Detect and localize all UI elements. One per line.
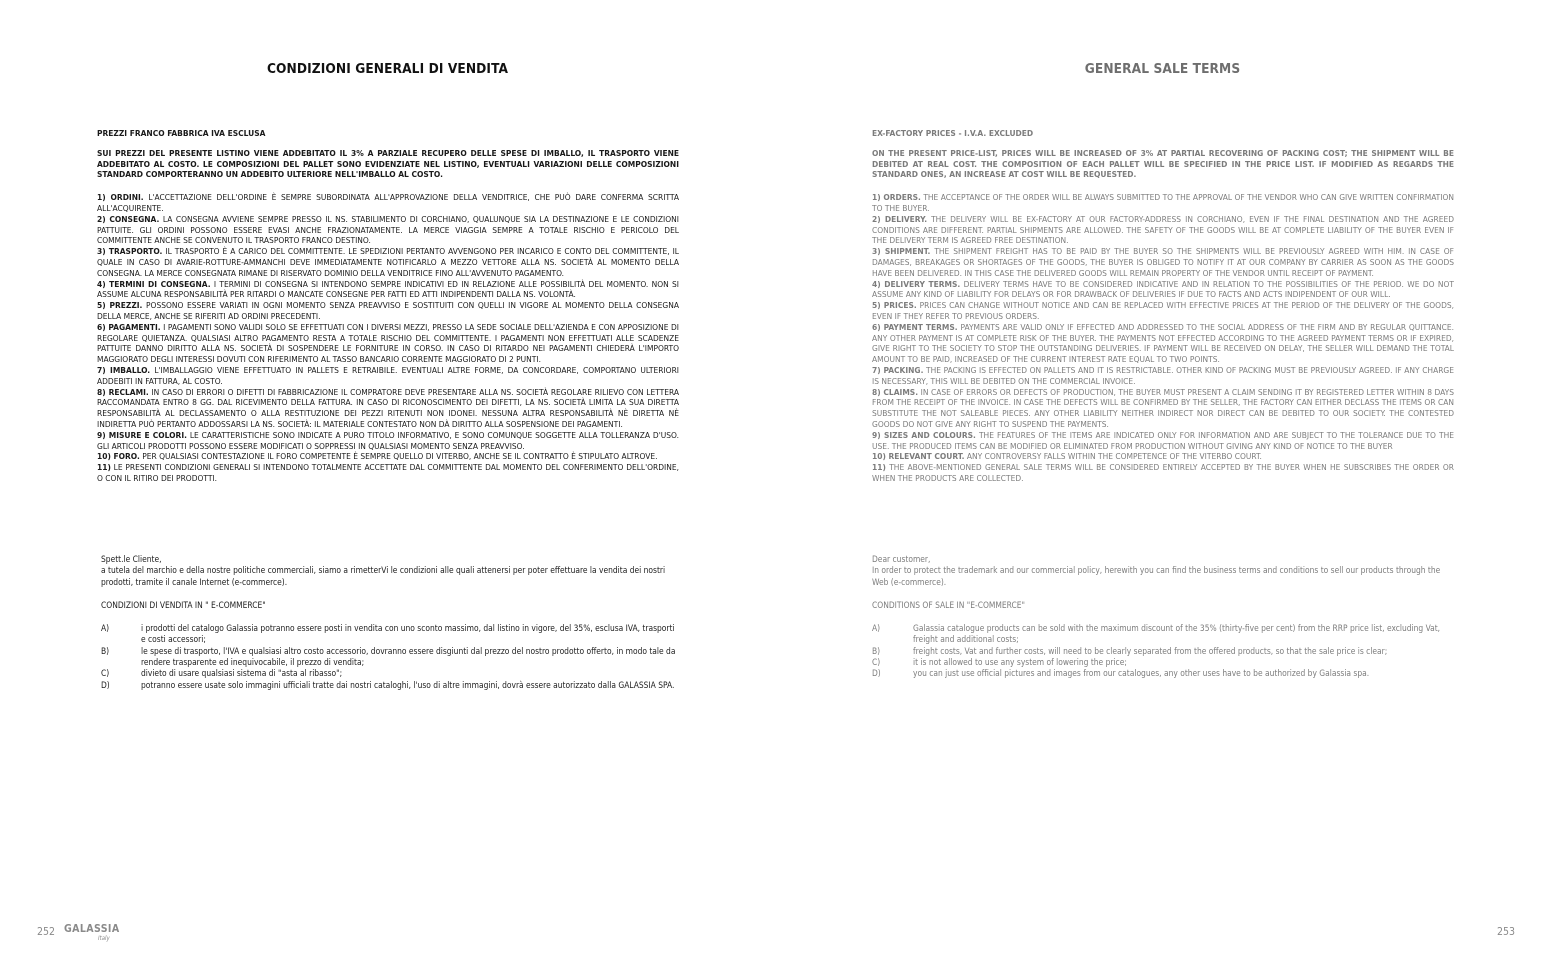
clause-text: I PAGAMENTI SONO VALIDI SOLO SE EFFETTUATI CON I DIVERSI MEZZI, PRESSO LA SEDE SOCIALE DELL'AZIENDA E CON APPOSIZIONE DI REGOLARE QUIETANZA. QUALSIASI ALTRO PAGAMENTO RESTA A TOTALE RISCHIO DEL COMMITTENTE. I PAGAMENTI NON EFFETTUATI ALLE SCADENZE PATTUITE DANNO DIRITTO ALLA NS. SOCIETÀ DI SOSPENDERE LE FORNITURE IN CORSO. IN CASO DI RITARDO NEI PAGAMENTI CHIEDERÀ L'IMPORTO MAGGIORATO DEGLI INTERESSI DOVUTI CON RIFERIMENTO AL TASSO BANCARIO CORRENTE MAGGIORATO DI 2 PUNTI. <box>97 321 679 365</box>
clause-text: PER QUALSIASI CONTESTAZIONE IL FORO COMPETENTE È SEMPRE QUELLO DI VITERBO, ANCHE SE IL CONTRATTO È STIPULATO ALTROVE. <box>139 451 658 462</box>
clause-text: IN CASO DI ERRORI O DIFETTI DI FABBRICAZIONE IL COMPRATORE DEVE PRESENTARE ALLA NS. SOCIETÀ REGOLARE RILIEVO CON LETTERA RACCOMANDATA ENTRO 8 GG. DAL RICEVIMENTO DELLA FATTURA. IN CASO DI RICONOSCIMENTO DEI DIFETTI, LA NS. SOCIETÀ LIMITA LA SUA DIRETTA RESPONSABILITÀ AL DECLASSAMENTO O ALLA RESTITUZIONE DEI PEZZI RITENUTI NON IDONEI. NESSUNA ALTRA RESPONSABILITÀ NÈ DIRETTA NÈ INDIRETTA PUÒ PERTANTO ADDOSSARSI LA NS. SOCIETÀ: IL MATERIALE CONTESTATO NON DÀ DIRITTO ALLA SOSPENSIONE DEI PAGAMENTI. <box>97 386 679 429</box>
clause-item <box>97 192 679 214</box>
clause-label: 2) CONSEGNA. <box>97 213 160 224</box>
clause-item <box>97 462 679 484</box>
ecommerce-section <box>101 554 681 691</box>
clause-item <box>872 300 1454 322</box>
clause-text: THE DELIVERY WILL BE EX-FACTORY AT OUR FACTORY-ADDRESS IN CORCHIANO, EVEN IF THE FINAL DESTINATION AND THE AGREED CONDITIONS ARE DIFFERENT. PARTIAL SHIPMENTS ARE ALLOWED. THE SAFETY OF THE GOODS WILL BE AT COMPLETE LIABILITY OF THE BUYER EVEN IF THE DELIVERY TERM IS AGREED FREE DESTINATION. <box>872 213 1454 246</box>
clause-item <box>97 430 679 452</box>
list-item <box>101 623 681 646</box>
clause-text: LA CONSEGNA AVVIENE SEMPRE PRESSO IL NS. STABILIMENTO DI CORCHIANO, QUALUNQUE SIA LA DESTINAZIONE E LE CONDIZIONI PATTUITE. GLI ORDINI POSSONO ESSERE EVASI ANCHE FRAZIONATAMENTE. LA MERCE VIAGGIA SEMPRE A TOTALE RISCHIO E PERICOLO DEL COMMITTENTE ANCHE SE CONVENUTO IL TRASPORTO FRANCO DESTINO. <box>97 213 679 246</box>
clause-label: 10) FORO. <box>97 451 140 462</box>
letter-body: a tutela del marchio e della nostre politiche commerciali, siamo a rimetterVi le condizioni alle quali attenersi per poter effettuare la vendita dei nostri prodotti, tramite il canale Internet (e-commerce). <box>101 565 666 587</box>
clause-item <box>97 387 679 430</box>
clause-item <box>872 430 1454 452</box>
clause-label: 8) CLAIMS. <box>872 386 919 397</box>
list-item <box>872 668 1452 679</box>
clause-label: 3) SHIPMENT. <box>872 246 931 257</box>
item-text: it is not allowed to use any system of lowering the price; <box>913 657 1127 668</box>
clause-label: 6) PAGAMENTI. <box>97 321 161 332</box>
clause-label: 1) ORDERS. <box>872 192 921 203</box>
brand-logo: GALASSIA <box>64 923 120 935</box>
clause-text: THE PACKING IS EFFECTED ON PALLETS AND IT IS RESTRICTABLE. OTHER KIND OF PACKING MUST BE PREVIOUSLY AGREED. IF ANY CHARGE IS NECESSARY, THIS WILL BE DEBITED ON THE COMMERCIAL INVOICE. <box>872 364 1454 386</box>
item-text: potranno essere usate solo immagini ufficiali tratte dai nostri cataloghi, l'uso di altre immagini, dovrà essere autorizzato dalla GALASSIA SPA. <box>141 679 675 690</box>
ecommerce-section <box>872 554 1452 680</box>
clause-text: LE CARATTERISTICHE SONO INDICATE A PURO TITOLO INFORMATIVO, E SONO COMUNQUE SOGGETTE ALLA TOLLERANZA D'USO. GLI ARTICOLI PRODOTTI POSSONO ESSERE MODIFICATI O SOPPRESSI IN QUALSIASI MOMENTO SENZA PREAVVISO. <box>97 429 679 451</box>
terms-section <box>97 128 679 484</box>
clause-text: L'ACCETTAZIONE DELL'ORDINE È SEMPRE SUBORDINATA ALL'APPROVAZIONE DELLA VENDITRICE, CHE PUÒ DARE CONFERMA SCRITTA ALL'ACQUIRENTE. <box>97 192 679 213</box>
page-title: GENERAL SALE TERMS <box>1084 61 1241 77</box>
clause-label: 5) PREZZI. <box>97 300 143 311</box>
item-letter: B) <box>101 645 110 656</box>
clause-text: ANY CONTROVERSY FALLS WITHIN THE COMPETENCE OF THE VITERBO COURT. <box>964 451 1262 462</box>
clause-label: 6) PAYMENT TERMS. <box>872 321 958 332</box>
clause-text: L'IMBALLAGGIO VIENE EFFETTUATO IN PALLETS E RETRAIBILE. EVENTUALI ALTRE FORME, DA CONCORDARE, COMPORTANO ULTERIORI ADDEBITI IN FATTURA, AL COSTO. <box>97 364 679 386</box>
clause-label: 10) RELEVANT COURT. <box>872 451 965 462</box>
list-item <box>872 623 1452 646</box>
list-item <box>101 668 681 679</box>
clause-label: 7) IMBALLO. <box>97 364 151 375</box>
prices-intro: ON THE PRESENT PRICE-LIST, PRICES WILL BE INCREASED OF 3% AT PARTIAL RECOVERING OF PACKING COST; THE SHIPMENT WILL BE DEBITED AT REAL COST. THE COMPOSITION OF EACH PALLET WILL BE SPECIFIED IN THE PRICE LIST. IF MODIFIED AS REGARDS THE STANDARD ONES, AN INCREASE AT COST WILL BE REQUESTED. <box>872 147 1454 180</box>
item-text: freight costs, Vat and further costs, will need to be clearly separated from the offered products, so that the sale price is clear; <box>913 645 1388 656</box>
clause-label: 4) TERMINI DI CONSEGNA. <box>97 278 211 289</box>
clause-item <box>872 365 1454 387</box>
list-item <box>101 680 681 691</box>
clause-label: 3) TRASPORTO. <box>97 246 163 257</box>
clause-list <box>97 192 679 484</box>
right-page <box>775 0 1550 959</box>
prices-heading: PREZZI FRANCO FABBRICA IVA ESCLUSA <box>97 128 266 138</box>
page-title: CONDIZIONI GENERALI DI VENDITA <box>266 61 509 77</box>
ecommerce-heading: CONDIZIONI DI VENDITA IN " E-COMMERCE" <box>101 599 266 610</box>
clause-label: 11) <box>97 462 111 473</box>
item-text: Galassia catalogue products can be sold with the maximum discount of the 35% (thirty-five per cent) from the RRP price list, excluding Vat, freight and additional costs; <box>913 623 1441 645</box>
clause-text: THE SHIPMENT FREIGHT HAS TO BE PAID BY THE BUYER SO THE SHIPMENTS WILL BE PREVIOUSLY AGREED WITH HIM. IN CASE OF DAMAGES, BREAKAGES OR SHORTAGES OF THE GOODS, THE BUYER IS OBLIGED TO NOTIFY IT AT OUR COMPANY BY CARRIER AS SOON AS THE GOODS HAVE BEEN DELIVERED. IN THIS CASE THE DELIVERED GOODS WILL REMAIN PROPERTY OF THE VENDOR UNTIL RECEIPT OF PAYMENT. <box>872 246 1454 278</box>
clause-text: POSSONO ESSERE VARIATI IN OGNI MOMENTO SENZA PREAVVISO E SOSTITUITI CON QUELLI IN VIGORE AL MOMENTO DELLA CONSEGNA DELLA MERCE, ANCHE SE RIFERITI AD ORDINI PRECEDENTI. <box>97 300 679 321</box>
ecommerce-heading: CONDITIONS OF SALE IN "E-COMMERCE" <box>872 599 1025 610</box>
clause-item <box>872 246 1454 278</box>
clause-label: 9) MISURE E COLORI. <box>97 429 187 440</box>
clause-label: 9) SIZES AND COLOURS. <box>872 429 976 440</box>
clause-item <box>97 246 679 278</box>
item-letter: C) <box>872 657 881 668</box>
clause-label: 11) <box>872 462 886 473</box>
greeting: Spett.le Cliente, <box>101 554 162 564</box>
clause-text: IL TRASPORTO È A CARICO DEL COMMITTENTE. LE SPEDIZIONI PERTANTO AVVENGONO PER INCARICO E CONTO DEL COMMITTENTE, IL QUALE IN CASO DI AVARIE-ROTTURE-AMMANCHI DEVE IMMEDIATAMENTE NOTIFICARLO A MEZZO VETTORE ALLA NS. SOCIETÀ AL MOMENTO DELLA CONSEGNA. LA MERCE CONSEGNATA RIMANE DI RISERVATO DOMINIO DELLA VENDITRICE FINO ALL'AVVENUTO PAGAMENTO. <box>97 246 679 278</box>
clause-label: 7) PACKING. <box>872 364 924 375</box>
clause-item <box>97 451 679 462</box>
clause-list <box>872 192 1454 484</box>
brand-logo-subtitle: Italy <box>98 935 110 942</box>
item-letter: A) <box>872 623 881 634</box>
clause-item <box>97 365 679 387</box>
item-text: you can just use official pictures and images from our catalogues, any other uses have to be authorized by Galassia spa. <box>913 668 1370 679</box>
conditions-list <box>872 623 1452 679</box>
clause-item <box>97 214 679 246</box>
clause-text: LE PRESENTI CONDIZIONI GENERALI SI INTENDONO TOTALMENTE ACCETTATE DAL COMMITTENTE DAL MOMENTO DEL CONFERIMENTO DELL'ORDINE, O CON IL RITIRO DEI PRODOTTI. <box>97 462 679 483</box>
clause-label: 4) DELIVERY TERMS. <box>872 278 961 289</box>
clause-text: THE FEATURES OF THE ITEMS ARE INDICATED ONLY FOR INFORMATION AND ARE SUBJECT TO THE TOLERANCE DUE TO THE USE. THE PRODUCED ITEMS CAN BE MODIFIED OR ELIMINATED FROM PRODUCTION WITHOUT GIVING ANY KIND OF NOTICE TO THE BUYER <box>872 429 1454 451</box>
letter-body: In order to protect the trademark and our commercial policy, herewith you can find the business terms and conditions to sell our products through the Web (e-commerce). <box>872 565 1441 587</box>
clause-text: IN CASE OF ERRORS OR DEFECTS OF PRODUCTION, THE BUYER MUST PRESENT A CLAIM SENDING IT BY REGISTERED LETTER WITHIN 8 DAYS FROM THE RECEIPT OF THE INVOICE. IN CASE THE DEFECTS WILL BE CONFIRMED BY THE SELLER, THE FACTORY CAN EITHER DECLASS THE ITEMS OR CAN SUBSTITUTE THE NOT SALEABLE PIECES. ANY OTHER LIABILITY NEITHER INDIRECT NOR DIRECT CAN BE DEBITED TO OUR SOCIETY. THE CONTESTED GOODS DO NOT GIVE ANY RIGHT TO SUSPEND THE PAYMENTS. <box>872 386 1454 429</box>
clause-label: 1) ORDINI. <box>97 192 144 203</box>
clause-item <box>872 192 1454 214</box>
prices-intro: SUI PREZZI DEL PRESENTE LISTINO VIENE ADDEBITATO IL 3% A PARZIALE RECUPERO DELLE SPESE DI IMBALLO, IL TRASPORTO VIENE ADDEBITATO AL COSTO. LE COMPOSIZIONI DEL PALLET SONO EVIDENZIATE NEL LISTINO, EVENTUALI VARIAZIONI DELLE COMPOSIZIONI STANDARD COMPORTERANNO UN ADDEBITO ULTERIORE NELL'IMBALLO AL COSTO. <box>97 147 679 180</box>
list-item <box>872 657 1452 668</box>
greeting: Dear customer, <box>872 554 931 564</box>
list-item <box>872 646 1452 657</box>
clause-item <box>872 322 1454 365</box>
clause-label: 8) RECLAMI. <box>97 386 149 397</box>
item-letter: D) <box>101 679 110 690</box>
item-letter: B) <box>872 645 881 656</box>
clause-text: THE ACCEPTANCE OF THE ORDER WILL BE ALWAYS SUBMITTED TO THE APPROVAL OF THE VENDOR WHO CAN GIVE WRITTEN CONFIRMATION TO THE BUYER. <box>872 192 1455 213</box>
clause-text: THE ABOVE-MENTIONED GENERAL SALE TERMS WILL BE CONSIDERED ENTIRELY ACCEPTED BY THE BUYER WHEN HE SUBSCRIBES THE ORDER OR WHEN THE PRODUCTS ARE COLLECTED. <box>872 462 1454 483</box>
clause-text: I TERMINI DI CONSEGNA SI INTENDONO SEMPRE INDICATIVI ED IN RELAZIONE ALLE POSSIBILITÀ DEL MOMENTO. NON SI ASSUME ALCUNA RESPONSABILITÀ PER RITARDI O MANCATE CONSEGNE PER FATTI ED ATTI INDIPENDENTI DALLA NS. VOLONTÀ. <box>97 278 679 300</box>
list-item <box>101 646 681 669</box>
clause-item <box>872 279 1454 301</box>
item-text: le spese di trasporto, l'IVA e qualsiasi altro costo accessorio, dovranno essere disgiunti dal prezzo del nostro prodotto offerto, in modo tale da rendere trasparente ed inequivocabile, il prezzo di vendita; <box>141 645 676 668</box>
item-letter: D) <box>872 668 881 679</box>
item-letter: A) <box>101 623 110 634</box>
clause-item <box>97 322 679 365</box>
terms-section <box>872 128 1454 484</box>
clause-text: DELIVERY TERMS HAVE TO BE CONSIDERED INDICATIVE AND IN RELATION TO THE POSSIBILITIES OF THE PERIOD. WE DO NOT ASSUME ANY KIND OF LIABILITY FOR DELAYS OR FOR DRAWBACK OF DELIVERIES IF DUE TO FACTS AND ACTS INDIPENDENT OF OUR WILL. <box>872 278 1454 300</box>
clause-item <box>97 279 679 301</box>
item-text: i prodotti del catalogo Galassia potranno essere posti in vendita con uno sconto massimo, dal listino in vigore, del 35%, esclusa IVA, trasporti e costi accessori; <box>141 623 675 645</box>
clause-item <box>872 462 1454 484</box>
clause-label: 5) PRICES. <box>872 300 917 311</box>
conditions-list <box>101 623 681 691</box>
clause-text: PRICES CAN CHANGE WITHOUT NOTICE AND CAN BE REPLACED WITH EFFECTIVE PRICES AT THE PERIOD OF THE DELIVERY OF THE GOODS, EVEN IF THEY REFER TO PREVIOUS ORDERS. <box>872 300 1454 321</box>
page-number: 252 <box>37 926 56 938</box>
prices-heading: EX-FACTORY PRICES - I.V.A. EXCLUDED <box>872 128 1034 138</box>
page-number: 253 <box>1497 926 1516 938</box>
clause-item <box>872 387 1454 430</box>
clause-item <box>97 300 679 322</box>
item-letter: C) <box>101 668 110 679</box>
item-text: divieto di usare qualsiasi sistema di "asta al ribasso"; <box>141 668 343 679</box>
clause-text: PAYMENTS ARE VALID ONLY IF EFFECTED AND ADDRESSED TO THE SOCIAL ADDRESS OF THE FIRM AND BY REGULAR QUITTANCE. ANY OTHER PAYMENT IS AT COMPLETE RISK OF THE BUYER. THE PAYMENTS NOT EFFECTED ACCORDING TO THE AGREED PAYMENT TERMS OR IF EXPIRED, GIVE RIGHT TO THE SOCIETY TO STOP THE OUTSTANDING DELIVERIES. IF PAYMENT WILL BE RECEIVED ON DELAY, THE SELLER WILL DEMAND THE TOTAL AMOUNT TO BE PAID, INCREASED OF THE CURRENT INTEREST RATE EQUAL TO TWO POINTS. <box>872 321 1455 365</box>
clause-item <box>872 451 1454 462</box>
clause-label: 2) DELIVERY. <box>872 213 928 224</box>
clause-item <box>872 214 1454 246</box>
